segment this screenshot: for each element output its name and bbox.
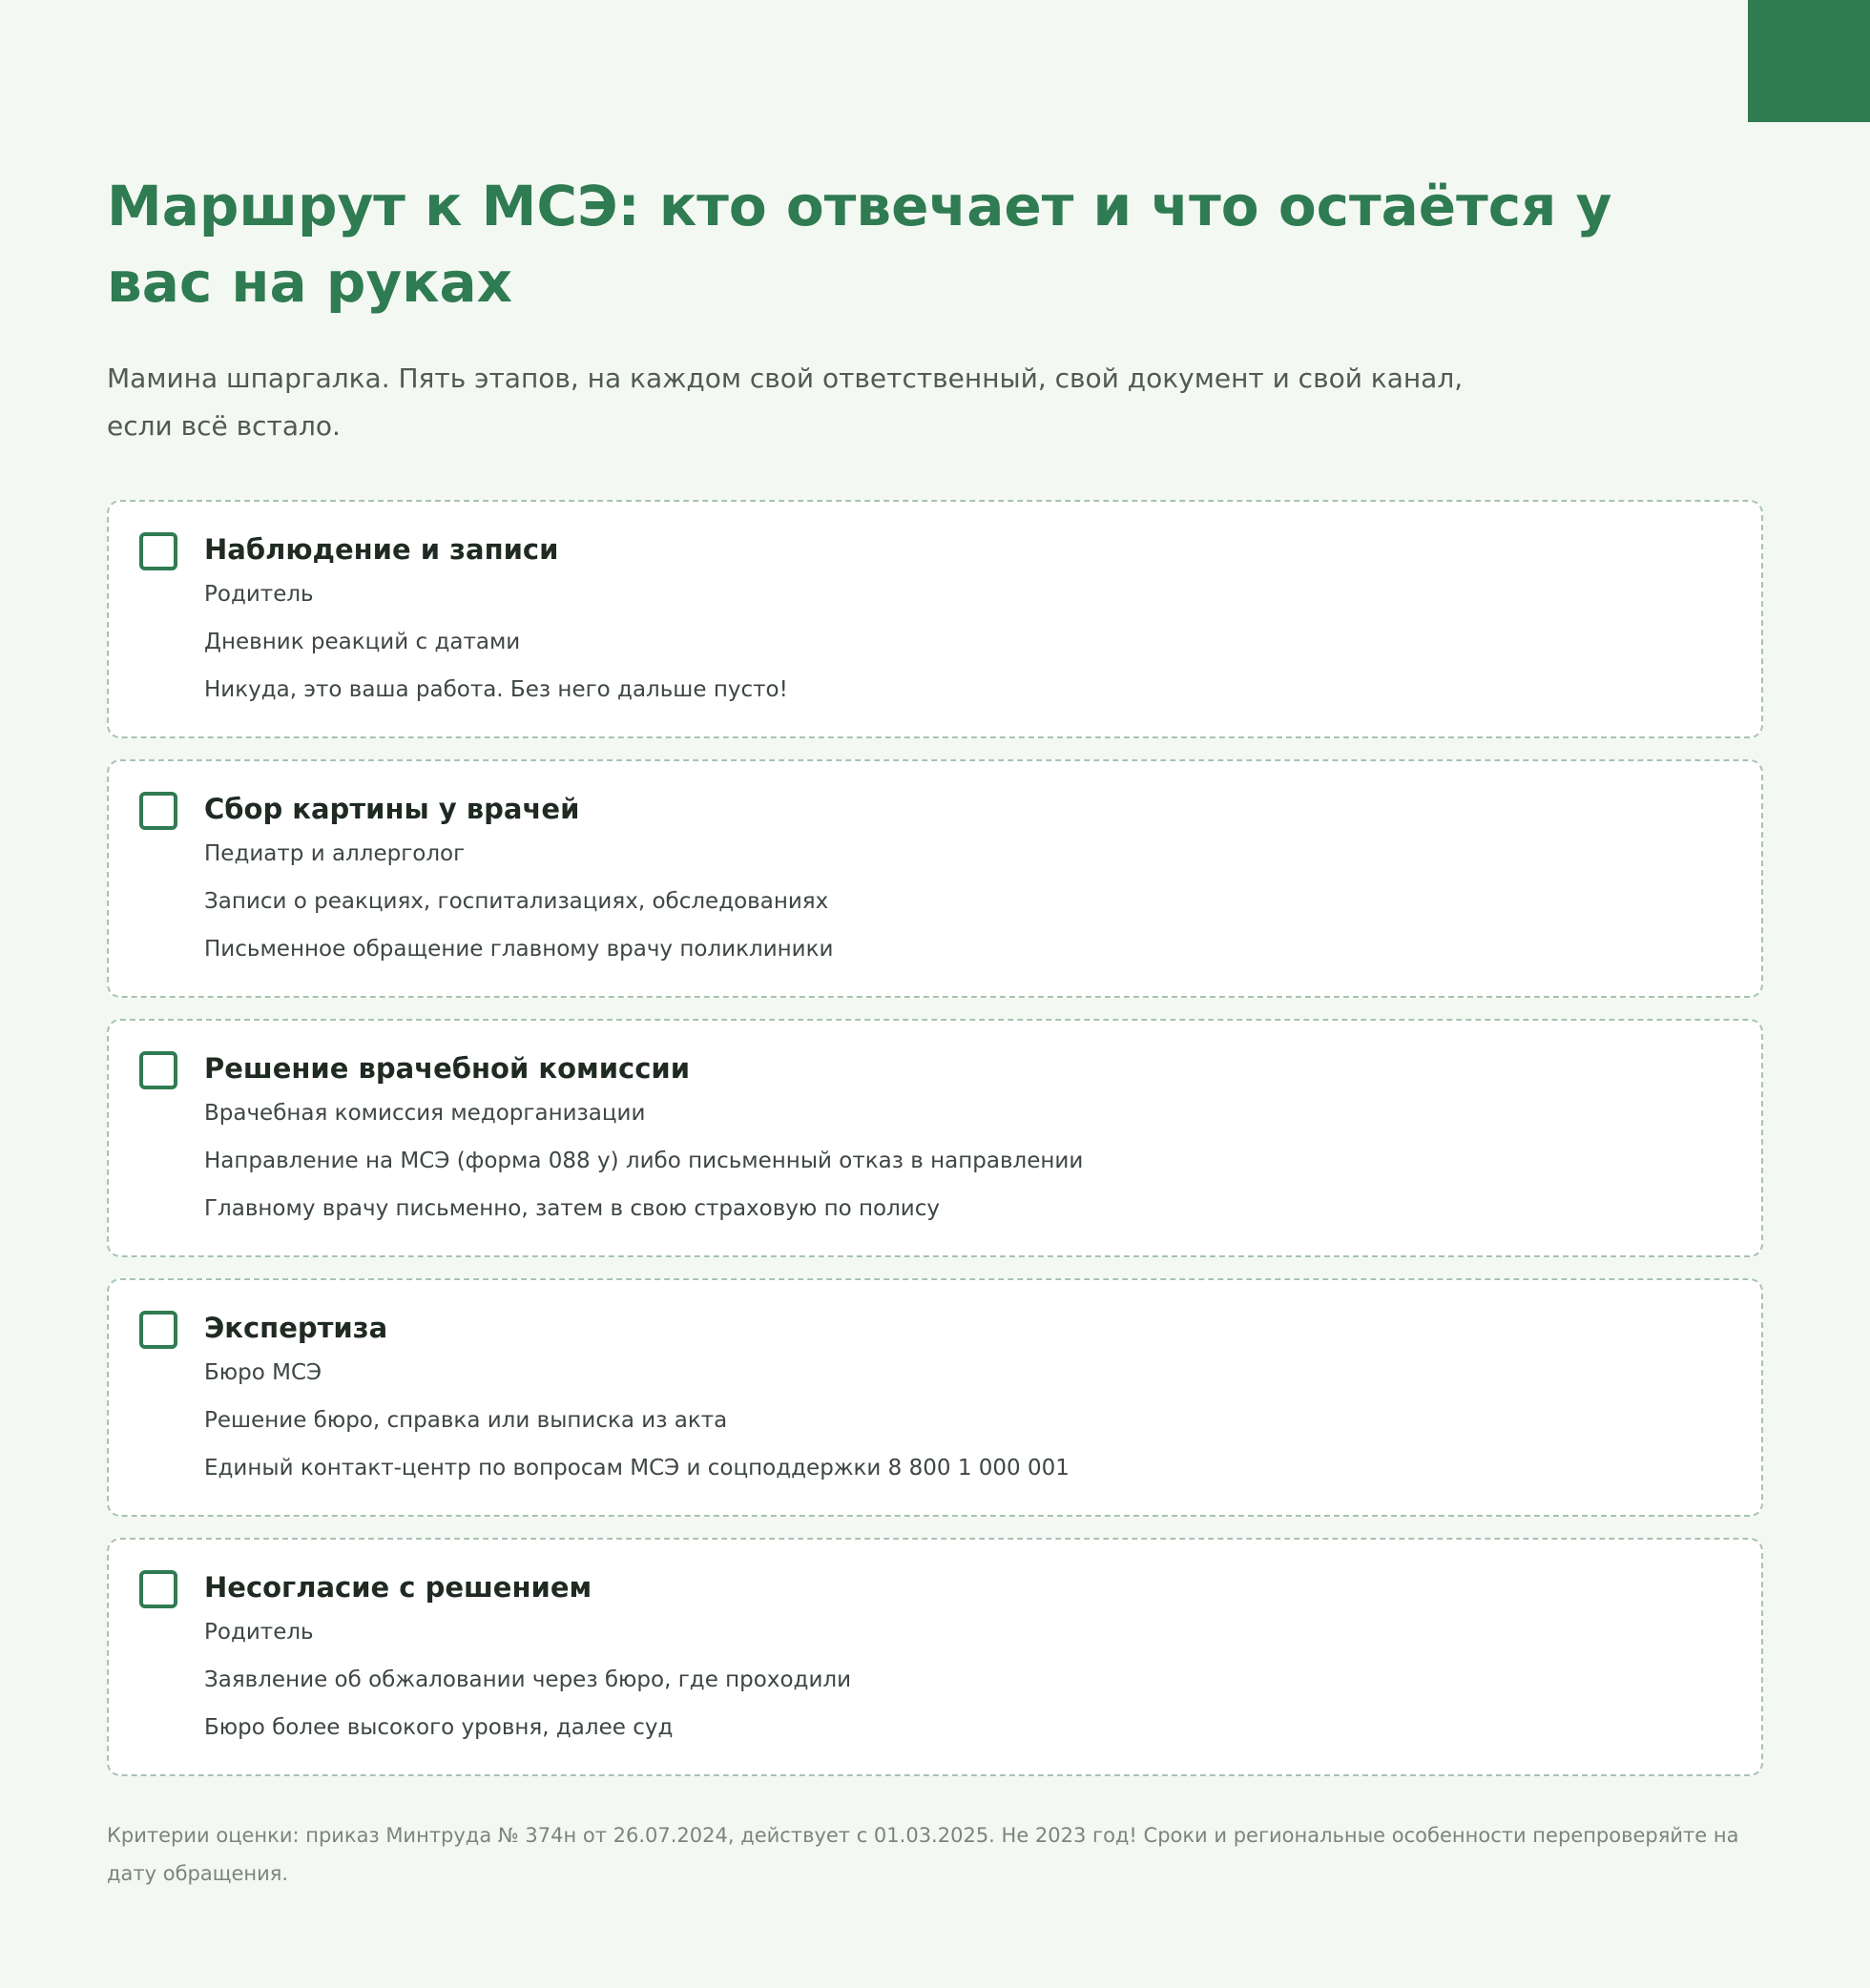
step-card-appeal <box>107 1538 1763 1776</box>
page-title: Маршрут к МСЭ: кто отвечает и что остаётся у вас на руках <box>107 174 1612 315</box>
step-responsible: Родитель <box>204 1620 314 1645</box>
step-card-observation <box>107 500 1763 738</box>
step-title: Экспертиза <box>204 1312 388 1344</box>
step-title: Наблюдение и записи <box>204 533 559 566</box>
step-checkbox[interactable] <box>139 1311 177 1349</box>
steps-list <box>107 500 1763 1776</box>
step-responsible: Педиатр и аллерголог <box>204 841 466 866</box>
step-channel: Никуда, это ваша работа. Без него дальше пусто! <box>204 677 788 702</box>
step-channel: Главному врачу письменно, затем в свою страховую по полису <box>204 1196 941 1221</box>
step-document: Записи о реакциях, госпитализациях, обследованиях <box>204 889 829 914</box>
step-channel: Бюро более высокого уровня, далее суд <box>204 1715 674 1740</box>
page-content <box>107 168 1763 1893</box>
step-title: Несогласие с решением <box>204 1571 592 1604</box>
step-responsible: Бюро МСЭ <box>204 1360 322 1385</box>
step-checkbox[interactable] <box>139 1570 177 1608</box>
step-title: Сбор картины у врачей <box>204 793 580 825</box>
step-checkbox[interactable] <box>139 1051 177 1089</box>
step-channel: Единый контакт-центр по вопросам МСЭ и соцподдержки 8 800 1 000 001 <box>204 1456 1070 1481</box>
step-document: Дневник реакций с датами <box>204 630 521 654</box>
page-subtitle: Мамина шпаргалка. Пять этапов, на каждом свой ответственный, свой документ и свой канал, если всё встало. <box>107 362 1464 442</box>
step-card-commission <box>107 1019 1763 1257</box>
step-body <box>204 1307 1738 1492</box>
step-responsible: Врачебная комиссия медорганизации <box>204 1101 646 1126</box>
step-body <box>204 528 1738 714</box>
step-document: Направление на МСЭ (форма 088 у) либо письменный отказ в направлении <box>204 1149 1084 1173</box>
step-card-doctors <box>107 759 1763 998</box>
step-body <box>204 1566 1738 1751</box>
step-title: Решение врачебной комиссии <box>204 1052 691 1085</box>
footnote: Критерии оценки: приказ Минтруда № 374н от 26.07.2024, действует с 01.03.2025. Не 2023 год! Сроки и региональные особенности перепроверяйте на дату обращения. <box>107 1824 1739 1885</box>
step-checkbox[interactable] <box>139 792 177 830</box>
step-checkbox[interactable] <box>139 532 177 570</box>
step-document: Заявление об обжаловании через бюро, где проходили <box>204 1667 852 1692</box>
step-body <box>204 788 1738 973</box>
step-card-expertise <box>107 1278 1763 1517</box>
step-channel: Письменное обращение главному врачу поликлиники <box>204 937 834 962</box>
corner-accent-block <box>1748 0 1870 122</box>
step-responsible: Родитель <box>204 582 314 607</box>
step-document: Решение бюро, справка или выписка из акта <box>204 1408 728 1433</box>
step-body <box>204 1047 1738 1232</box>
